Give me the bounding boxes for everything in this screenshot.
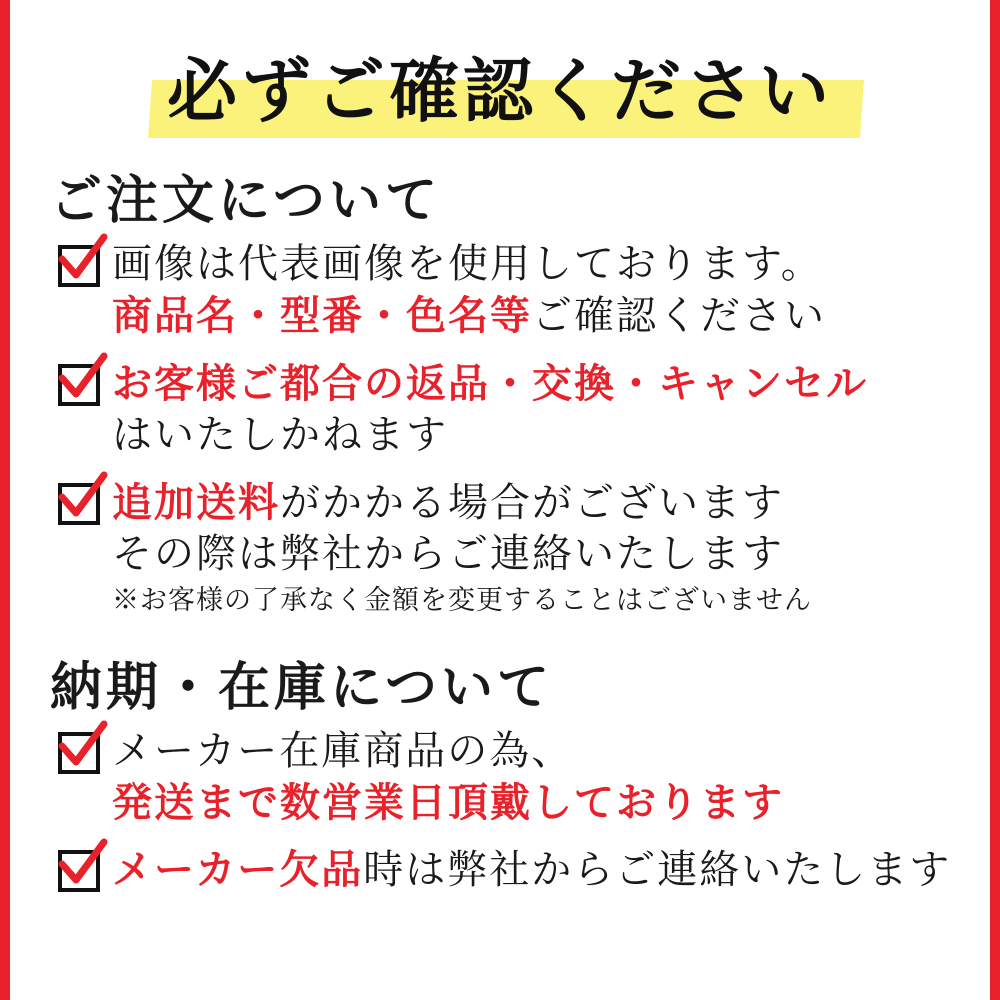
- list-item-lines: [112, 239, 990, 342]
- list-item-lines: [112, 844, 990, 896]
- list-item-line-emphasis: 商品名・型番・色名等: [112, 292, 532, 340]
- section-heading-delivery: 納期・在庫について: [50, 656, 553, 718]
- list-item-line: 画像は代表画像を使用しております。: [112, 241, 823, 287]
- list-item-line: メーカー在庫商品の為、: [112, 727, 574, 774]
- list-item-lines: [112, 477, 990, 619]
- list-item: [58, 239, 990, 342]
- list-item-lines: [112, 726, 990, 828]
- list-item: [58, 477, 990, 619]
- list-item-line: その際は弊社からご連絡いたします: [112, 530, 784, 577]
- checkbox-icon: [58, 483, 100, 525]
- list-item: [58, 358, 990, 460]
- list-item-note: ※お客様の了承なく金額を変更することはございません: [112, 585, 812, 617]
- page-title: 必ずご確認ください: [167, 49, 833, 132]
- checkbox-icon: [58, 732, 100, 774]
- list-item-line: [112, 477, 990, 529]
- list-item: [58, 726, 990, 828]
- checkbox-icon: [58, 245, 100, 287]
- checkbox-icon: [58, 850, 100, 892]
- list-item-line-emphasis: 追加送料: [112, 478, 280, 526]
- list-item-line: [112, 290, 990, 342]
- title-block: [10, 38, 990, 150]
- list-item: [58, 844, 990, 896]
- list-item-line-rest: 時は弊社からご連絡いたします: [363, 847, 952, 894]
- checkbox-icon: [58, 364, 100, 406]
- list-item-line: 発送まで数営業日頂戴しております: [112, 778, 784, 826]
- list-item-line: [112, 844, 990, 896]
- list-item-line: お客様ご都合の返品・交換・キャンセル: [112, 360, 868, 408]
- list-item-line: はいたしかねます: [112, 411, 448, 458]
- list-item-lines: [112, 358, 990, 460]
- section-heading-order: ご注文について: [50, 170, 441, 231]
- list-item-line-emphasis: メーカー欠品: [112, 846, 364, 894]
- notice-content: [10, 0, 990, 1000]
- list-item-line-rest: がかかる場合がございます: [280, 479, 784, 526]
- list-item-line-rest: ご確認ください: [532, 293, 826, 340]
